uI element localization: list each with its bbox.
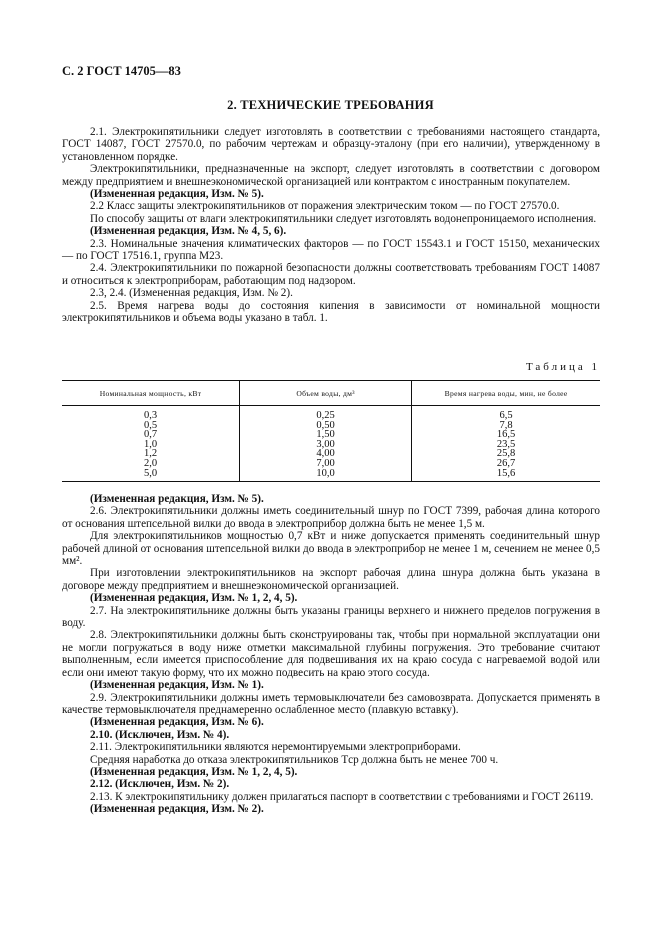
table-caption: Таблица 1 bbox=[525, 361, 600, 373]
paragraph: 2.3. Номинальные значения климатических факторов — по ГОСТ 15543.1 и ГОСТ 15150, механических — по ГОСТ 17516.1, группа М23. bbox=[62, 237, 600, 263]
paragraph: 2.8. Электрокипятильники должны быть сконструированы так, чтобы при нормальной эксплуатации они не могли погружаться в воду ниже отметки максимальной глубины погружения. Это требование считают выполненным, если имеется приспособление для подвешивания их на краю сосуда с нагреваемой водой или если они имеют такую форму, что их можно подвесить на краю этого сосуда. bbox=[62, 629, 600, 679]
paragraph: 2.11. Электрокипятильники являются неремонтируемыми электроприборами. bbox=[90, 741, 461, 754]
table-row bbox=[62, 469, 600, 482]
table-cell: 4,00 bbox=[240, 449, 412, 459]
amendment-note: (Измененная редакция, Изм. № 5). bbox=[90, 493, 264, 505]
table-cell: 23,5 bbox=[412, 440, 600, 450]
paragraph: Для электрокипятильников мощностью 0,7 кВт и ниже допускается применять соединительный шнур рабочей длиной от основания штепсельной вилки до ввода в электроприбор не менее 1 м, сечением не менее 0,5 мм². bbox=[62, 530, 600, 568]
paragraph: Электрокипятильники, предназначенные на экспорт, следует изготовлять в соответствии с договором между предприятием и внешнеэкономической организацией или контрактом с иностранным покупателем. bbox=[62, 163, 600, 188]
paragraph: Средняя наработка до отказа электрокипятильников Tср должна быть не менее 700 ч. bbox=[90, 753, 499, 766]
table-cell: 25,8 bbox=[412, 449, 600, 459]
table-cell: 15,6 bbox=[412, 469, 600, 482]
table-cell: 0,5 bbox=[143, 419, 158, 431]
amendment-note: (Измененная редакция, Изм. № 1). bbox=[90, 679, 264, 692]
paragraph: 2.5. Время нагрева воды до состояния кипения в зависимости от номинальной мощности электрокипятильников и объема воды указано в табл. 1. bbox=[62, 299, 600, 325]
amendment-note: (Измененная редакция, Изм. № 2). bbox=[90, 803, 264, 816]
table-cell: 10,0 bbox=[240, 469, 412, 482]
amendment-note: (Измененная редакция, Изм. № 1, 2, 4, 5). bbox=[90, 592, 298, 605]
table-cell: 7,8 bbox=[412, 421, 600, 431]
table-cell: 26,7 bbox=[412, 459, 600, 469]
table-cell: 6,5 bbox=[412, 406, 600, 421]
table-cell: 7,00 bbox=[240, 459, 412, 469]
table-row bbox=[62, 406, 600, 421]
text-block-after-table bbox=[62, 493, 600, 816]
page-header: С. 2 ГОСТ 14705—83 bbox=[62, 64, 181, 78]
table-cell: 2,0 bbox=[143, 457, 158, 469]
table-cell: 1,0 bbox=[143, 438, 158, 450]
amendment-note: 2.10. (Исключен, Изм. № 4). bbox=[90, 728, 230, 741]
paragraph: 2.4. Электрокипятильники по пожарной безопасности должны соответствовать требованиям ГОСТ 14087 и относиться к электроприборам, работающим под надзором. bbox=[62, 262, 600, 287]
table-cell: 0,7 bbox=[143, 429, 158, 441]
table-cell: 0,3 bbox=[143, 410, 158, 421]
amendment-note: (Измененная редакция, Изм. № 6). bbox=[90, 716, 264, 729]
paragraph: 2.3, 2.4. (Измененная редакция, Изм. № 2). bbox=[90, 287, 293, 300]
table-header-power: Номинальная мощность, кВт bbox=[62, 381, 240, 406]
paragraph: 2.13. К электрокипятильнику должен прилагаться паспорт в соответствии с требованиями и ГОСТ 26119. bbox=[90, 790, 594, 803]
table-cell: 1,50 bbox=[240, 430, 412, 440]
paragraph: 2.1. Электрокипятильники следует изготовлять в соответствии с требованиями настоящего стандарта, ГОСТ 14087, ГОСТ 27570.0, по рабочим чертежам и образцу-эталону (при его наличии), утвержденному в установленном порядке. bbox=[62, 126, 600, 163]
amendment-note: (Измененная редакция, Изм. № 1, 2, 4, 5). bbox=[90, 765, 298, 778]
table-1 bbox=[62, 380, 600, 482]
paragraph: При изготовлении электрокипятильников на экспорт рабочая длина шнура должна быть указана в договоре между предприятием и внешнеэкономической организацией. bbox=[62, 567, 600, 592]
paragraph: По способу защиты от влаги электрокипятильники следует изготовлять водонепроницаемого исполнения. bbox=[90, 212, 597, 225]
amendment-note: (Измененная редакция, Изм. № 4, 5, 6). bbox=[90, 225, 287, 238]
table-header-time: Время нагрева воды, мин, не более bbox=[412, 381, 600, 406]
text-block-before-table bbox=[62, 126, 600, 325]
paragraph: 2.2 Класс защиты электрокипятильников от поражения электрическим током — по ГОСТ 27570.0. bbox=[90, 200, 560, 213]
table-cell: 5,0 bbox=[143, 467, 158, 479]
paragraph: 2.9. Электрокипятильники должны иметь термовыключатели без самовозврата. Допускается применять в качестве термовыключателя преднамеренно ослабленное место (плавкую вставку). bbox=[62, 691, 600, 716]
table-header-volume: Объем воды, дм³ bbox=[240, 381, 412, 406]
table-cell: 16,5 bbox=[412, 430, 600, 440]
paragraph: 2.6. Электрокипятильники должны иметь соединительный шнур по ГОСТ 7399, рабочая длина которого от основания штепсельной вилки до ввода в электроприбор должна быть не менее 1,5 м. bbox=[62, 505, 600, 530]
table-cell: 1,2 bbox=[143, 448, 158, 460]
table-cell: 3,00 bbox=[240, 440, 412, 450]
amendment-note: 2.12. (Исключен, Изм. № 2). bbox=[90, 778, 230, 791]
table-cell: 0,50 bbox=[240, 421, 412, 431]
paragraph: 2.7. На электрокипятильнике должны быть указаны границы верхнего и нижнего пределов погружения в воду. bbox=[62, 604, 600, 630]
section-title: 2. ТЕХНИЧЕСКИЕ ТРЕБОВАНИЯ bbox=[227, 98, 434, 112]
amendment-note: (Измененная редакция, Изм. № 5). bbox=[90, 188, 264, 201]
table-cell: 0,25 bbox=[240, 406, 412, 421]
